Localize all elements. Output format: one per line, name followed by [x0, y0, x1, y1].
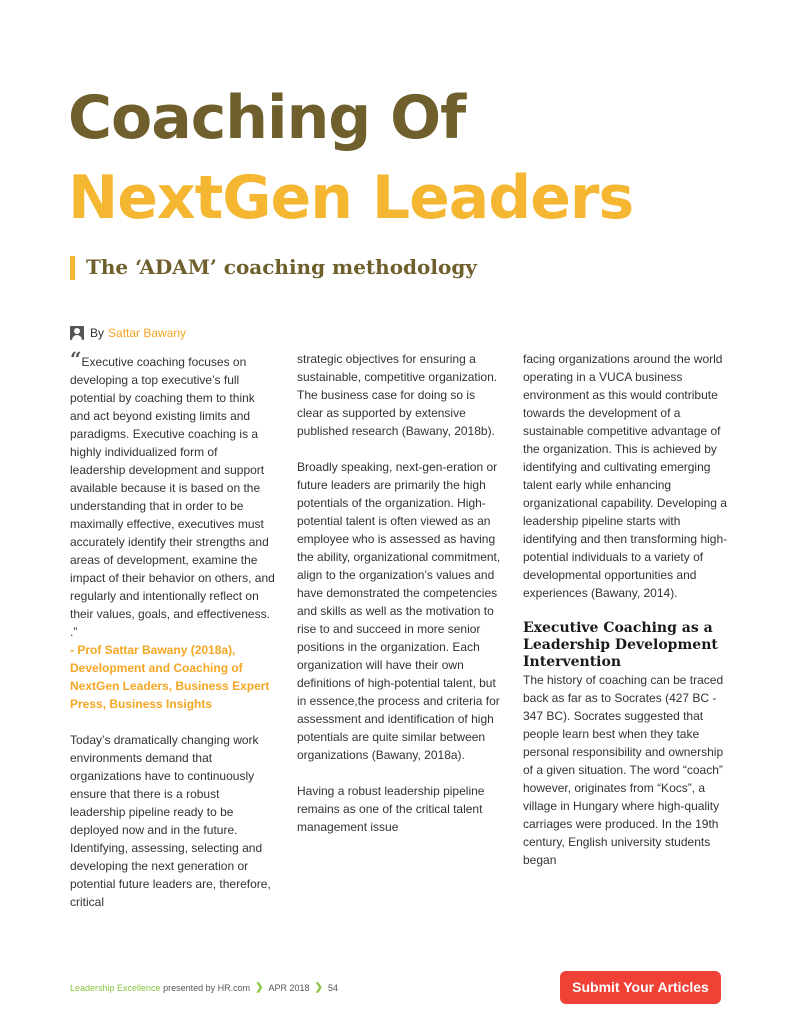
title-line-2: NextGen Leaders — [68, 163, 634, 233]
byline-prefix: By — [90, 326, 105, 340]
quote-mark-icon: “ — [70, 347, 82, 371]
chevron-right-icon: ❯ — [314, 982, 323, 993]
body-paragraph: Today’s dramatically changing work environments demand that organizations have to continuously ensure that there is a robust leadership pipeline ready to be deployed now and in the future. Identifying, assessing, selecting and developing the next generation or potential future leaders are, therefore, critical — [70, 733, 271, 909]
article-title — [68, 78, 633, 238]
author-link[interactable]: Sattar Bawany — [108, 326, 187, 340]
subtitle-accent-bar — [70, 256, 75, 280]
section-heading: Executive Coaching as a Leadership Development Intervention — [523, 620, 718, 670]
article-column-3 — [523, 350, 731, 869]
footer-issue: APR 2018 — [268, 982, 310, 993]
body-paragraph: Having a robust leadership pipeline remains as one of the critical talent management issue — [297, 784, 485, 834]
body-paragraph: The history of coaching can be traced back as far as to Socrates (427 BC - 347 BC). Socrates suggested that people learn best when they take personal responsibility and ownership of a given situation. The word “coach” however, originates from “Kocs”, a village in Hungary where high-quality carriages were produced. In the 19th century, English university students began — [523, 673, 724, 867]
user-icon — [70, 326, 84, 340]
article-column-2 — [297, 350, 502, 836]
footer-presented: presented by HR.com — [163, 982, 251, 993]
page-number: 54 — [327, 982, 338, 993]
article-subtitle: The ‘ADAM’ coaching methodology — [86, 255, 477, 279]
body-paragraph: strategic objectives for ensuring a sustainable, competitive organization. The business case for doing so is clear as supported by extensive published research (Bawany, 2018b). — [297, 352, 498, 438]
body-paragraph: Broadly speaking, next-gen-eration or future leaders are primarily the high potentials of the organization. High-potential talent is often viewed as an employee who is assessed as having the ability, organizational commitment, align to the organization’s values and have demonstrated the competencies and skills as well as the motivation to rise to and succeed in more senior positions in the organization. Each organization will have their own definitions of high-potential talent, but in essence,the process and criteria for assessment and identification of high potentials are quite similar between organizations (Bawany, 2018a). — [297, 460, 501, 762]
body-paragraph: facing organizations around the world operating in a VUCA business environment as this would contribute towards the development of a sustainable competitive advantage of the organization. This is achieved by identifying and cultivating emerging talent early while enhancing organizational capability. Developing a leadership pipeline starts with identifying and then transforming high-potential individuals to a variety of developmental opportunities and experiences (Bawany, 2014). — [523, 352, 728, 600]
submit-articles-button[interactable]: Submit Your Articles — [560, 971, 721, 1004]
article-column-1 — [70, 347, 275, 911]
quote-attribution: - Prof Sattar Bawany (2018a), Development and Coaching of NextGen Leaders, Business Expert Press, Business Insights — [70, 643, 270, 711]
byline — [70, 323, 186, 343]
page-footer — [70, 982, 338, 993]
chevron-right-icon: ❯ — [255, 982, 264, 993]
title-line-1: Coaching Of — [68, 83, 466, 153]
footer-brand: Leadership Excellence — [70, 982, 161, 993]
pull-quote-text: Executive coaching focuses on developing a top executive’s full potential by coaching them to think and act beyond existing limits and paradigms. Executive coaching is a highly individualized form of leadership development and support available because it is based on the understanding that in order to be maximally effective, executives must accurately identify their strengths and areas of development, examine the impact of their behavior on others, and regularly and intentionally reflect on their values, goals, and effectiveness. .” — [70, 355, 275, 639]
pull-quote — [70, 347, 275, 641]
